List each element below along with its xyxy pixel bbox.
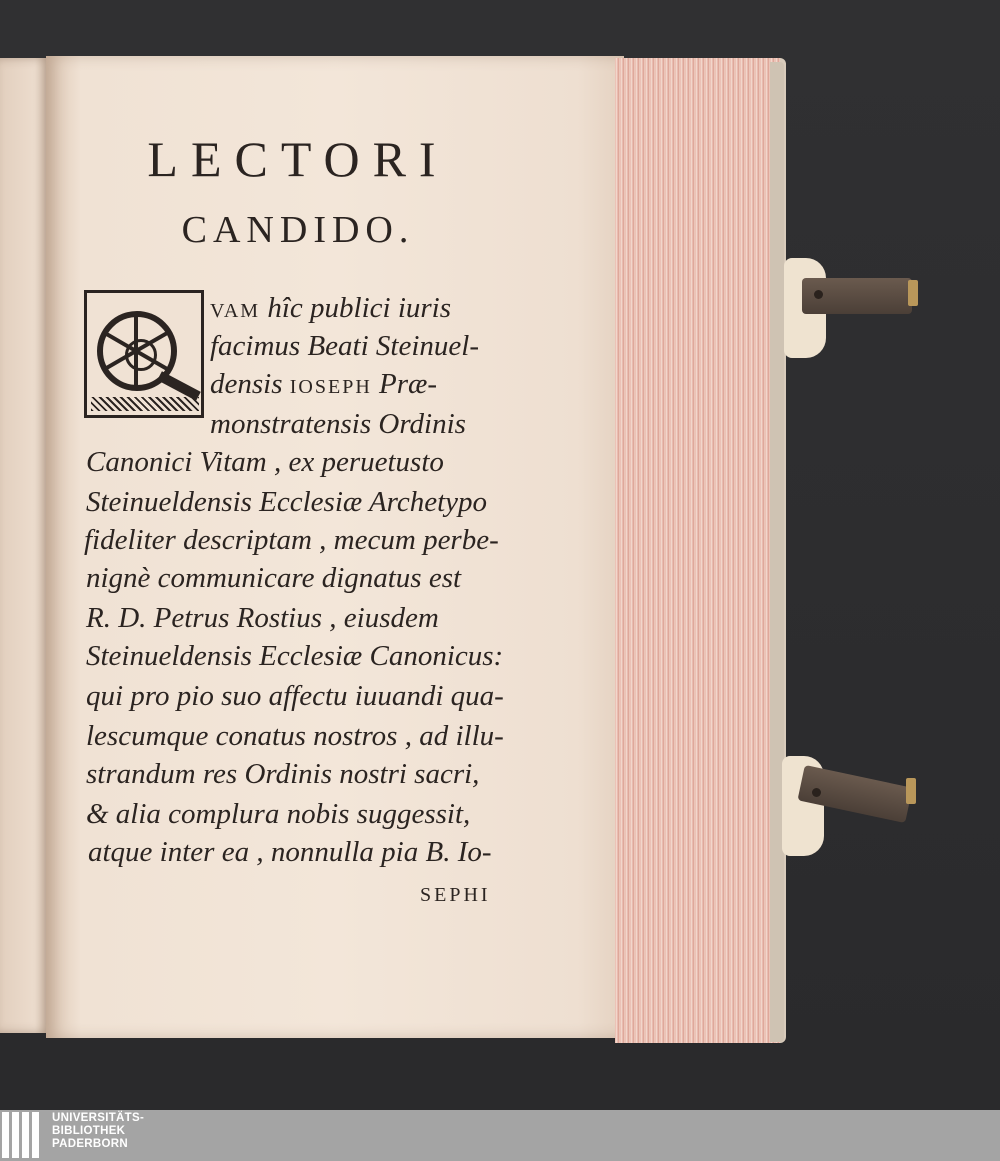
left-page <box>0 58 50 1033</box>
text-line-13: strandum res Ordinis nostri sacri, <box>86 758 480 790</box>
clasp-top <box>784 258 904 308</box>
footer-bar <box>0 1110 1000 1161</box>
text-line-2: facimus Beati Steinuel- <box>210 330 479 362</box>
text-line-3: densis IOSEPH Præ- <box>210 368 438 400</box>
text-line-9: R. D. Petrus Rostius , eiusdem <box>86 602 439 634</box>
heading-lectori: LECTORI <box>147 131 449 187</box>
library-logo-icon[interactable] <box>0 1112 46 1158</box>
decorated-initial-q-icon <box>84 290 204 418</box>
text-line-11: qui pro pio suo affectu iuuandi qua- <box>86 680 504 712</box>
clasp-bottom <box>782 756 902 806</box>
text-line-14: & alia complura nobis suggessit, <box>86 798 471 830</box>
text-line-6: Steinueldensis Ecclesiæ Archetypo <box>86 486 488 518</box>
text-line-1: VAM hîc publici iuris <box>210 292 452 324</box>
text-line-10: Steinueldensis Ecclesiæ Canonicus: <box>86 640 504 672</box>
text-line-8: nignè communicare dignatus est <box>86 562 462 594</box>
text-line-4: monstratensis Ordinis <box>210 408 466 440</box>
library-logo-text[interactable]: UNIVERSITÄTS- BIBLIOTHEK PADERBORN <box>52 1112 145 1150</box>
text-line-5: Canonici Vitam , ex peruetusto <box>86 446 444 478</box>
heading-candido: CANDIDO. <box>181 209 415 251</box>
text-line-7: fideliter descriptam , mecum perbe- <box>84 524 499 556</box>
text-line-12: lescumque conatus nostros , ad illu- <box>86 720 504 752</box>
catchword: SEPHI <box>420 884 491 906</box>
book-cover-edge <box>770 62 784 1042</box>
text-line-15: atque inter ea , nonnulla pia B. Io- <box>88 836 492 868</box>
page-edges <box>615 58 786 1043</box>
